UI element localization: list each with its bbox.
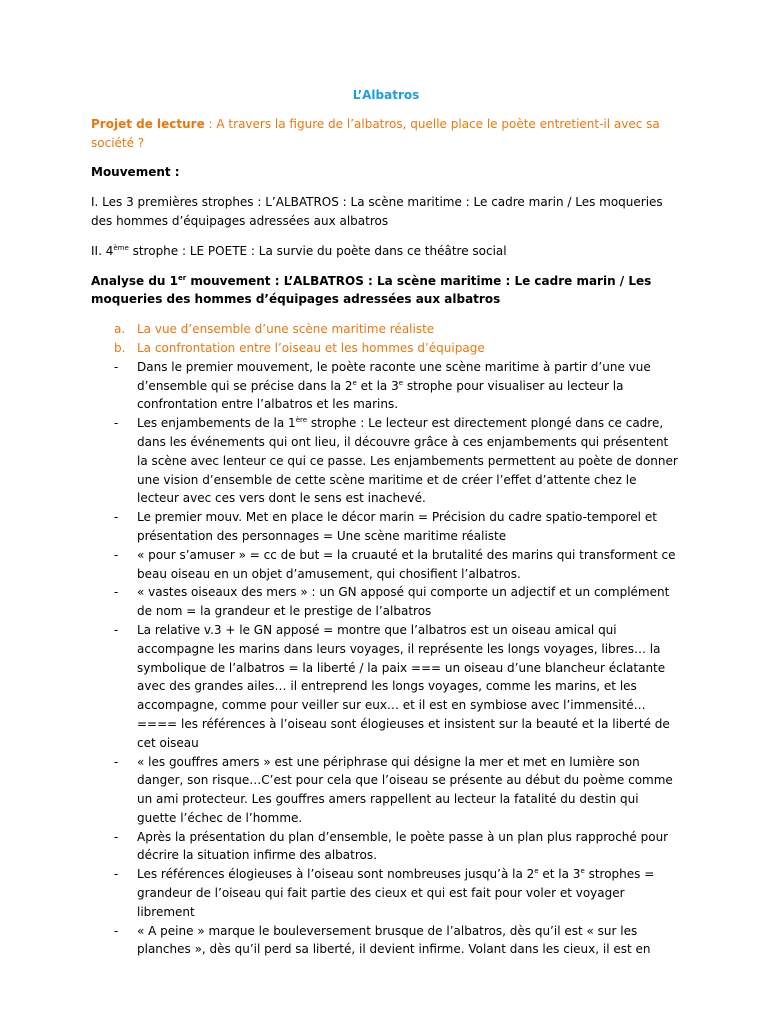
bullet-item [91,865,681,921]
sub-point-text: La confrontation entre l’oiseau et les hommes d’équipage [137,340,485,355]
bullet-text: « les gouffres amers » est une périphrase qui désigne la mer et met en lumière son danger, son risque…C’est pour cela que l’oiseau se présente au début du poème comme un ami protecteur. Les gouffres amers rappellent au lecteur la fatalité du destin qui guette l’échec de l’homme. [137,754,673,825]
bullet-text: « A peine » marque le bouleversement brusque de l’albatros, dès qu’il est « sur les planches », dès qu’il perd sa liberté, il devient infirme. Volant dans les cieux, il est en [137,923,651,957]
bullet-text: ==== les références à l’oiseau sont élogieuses et insistent sur la beauté et la liberté de cet oiseau [137,716,670,750]
sub-point-marker: b. [114,340,126,355]
bullet-dash: - [114,547,119,562]
bullet-item [91,621,681,753]
bullet-dash: - [114,622,119,637]
bullet-dash: - [114,416,119,431]
sub-point-marker: a. [114,322,126,337]
bullet-item [91,922,681,960]
bullet-dash: - [114,829,119,844]
bullet-item [91,358,681,414]
movement-1: I. Les 3 premières strophes : L’ALBATROS : La scène maritime : Le cadre marin / Les moqueries des hommes d’équipages adressées aux albatros [91,195,663,228]
movement-heading: Mouvement : [91,165,180,180]
bullet-text: strophe : Le lecteur est directement plongé dans ce cadre, dans les événements qui ont lieu, il découvre grâce à ces enjambements qui présentent la scène avec lenteur ce qui ce passe. Les enjambements permettent au poète de donner une vision d’ensemble de cette scène maritime et de créer l’effet d’attente chez le lecteur avec ces vers dont le sens est inachevé. [137,416,678,506]
bullet-dash: - [114,359,119,374]
analysis-heading-sup: er [177,273,187,282]
movement-2 [91,242,681,261]
reading-project-text: : A travers la figure de l’albatros, quelle place le poète entretient-il avec sa société ? [91,116,660,150]
bullet-item [91,508,681,546]
bullet-text: Les enjambements de la 1 [137,416,296,431]
bullet-text: Dans le premier mouvement, le poète raconte une scène maritime à partir d’une vue d’ensemble qui se précise dans la 2 [137,359,651,393]
bullet-text: « pour s’amuser » = cc de but = la cruauté et la brutalité des marins qui transforment ce beau oiseau en un objet d’amusement, qui chosifient l’albatros. [137,547,676,581]
document-title: L’Albatros [352,88,420,102]
movement-2-sup: ème [113,243,129,252]
bullet-sup: e [534,867,539,876]
bullet-item [91,828,681,866]
analysis-bullet-list [91,358,681,960]
analysis-heading [91,272,681,310]
bullet-sup: e [398,378,404,387]
analysis-heading-pre: Analyse du 1 [91,273,178,288]
bullet-item [91,546,681,584]
reading-project-label: Projet de lecture [91,116,205,131]
bullet-item [91,583,681,621]
bullet-dash: - [114,754,119,769]
sub-point-text: La vue d’ensemble d’une scène maritime réaliste [137,322,435,337]
bullet-text: Le premier mouv. Met en place le décor marin = Précision du cadre spatio-temporel et présentation des personnages = Une scène maritime réaliste [137,510,657,543]
bullet-dash: - [114,585,119,600]
bullet-sup: e [580,867,585,876]
bullet-sup: ère [295,416,308,425]
bullet-item [91,414,681,508]
bullet-sup: e [352,378,357,387]
bullet-text: et la 3 [538,867,581,882]
bullet-text: Après la présentation du plan d’ensemble, le poète passe à un plan plus rapproché pour décrire la situation infirme des albatros. [137,829,669,863]
movement-2-post: strophe : LE POETE : La survie du poète dans ce théâtre social [128,243,507,258]
bullet-text: et la 3 [356,378,399,393]
bullet-text: Les références élogieuses à l’oiseau sont nombreuses jusqu’à la 2 [137,867,535,882]
bullet-dash: - [114,867,119,882]
sub-point-item [91,320,681,339]
bullet-dash: - [114,510,119,525]
analysis-heading-post: mouvement : L’ALBATROS : La scène maritime : Le cadre marin / Les moqueries des hommes d’équipages adressées aux albatros [91,273,652,307]
bullet-text: strophe pour visualiser au lecteur la confrontation entre l’albatros et les marins. [137,378,624,412]
sub-point-list [91,320,681,358]
bullet-text: La relative v.3 + le GN apposé = montre que l’albatros est un oiseau amical qui accompagne les marins dans leurs voyages, il représente les longs voyages, libres… la symbolique de l’albatros = la liberté / la paix === un oiseau d’une blancheur éclatante avec des grandes ailes… il entreprend les longs voyages, comme les marins, et les accompagne, comme pour veiller sur eux… et il est en symbiose avec l’immensité… [137,622,666,713]
reading-project [91,115,681,153]
bullet-text: strophes = grandeur de l’oiseau qui fait partie des cieux et qui est fait pour voler et voyager librement [137,867,655,919]
bullet-dash: - [114,923,119,938]
movement-2-pre: II. 4 [91,243,114,258]
sub-point-item [91,339,681,358]
bullet-item [91,753,681,828]
document-body [91,86,681,959]
bullet-text: « vastes oiseaux des mers » : un GN apposé qui comporte un adjectif et un complément de nom = la grandeur et le prestige de l’albatros [137,585,670,619]
